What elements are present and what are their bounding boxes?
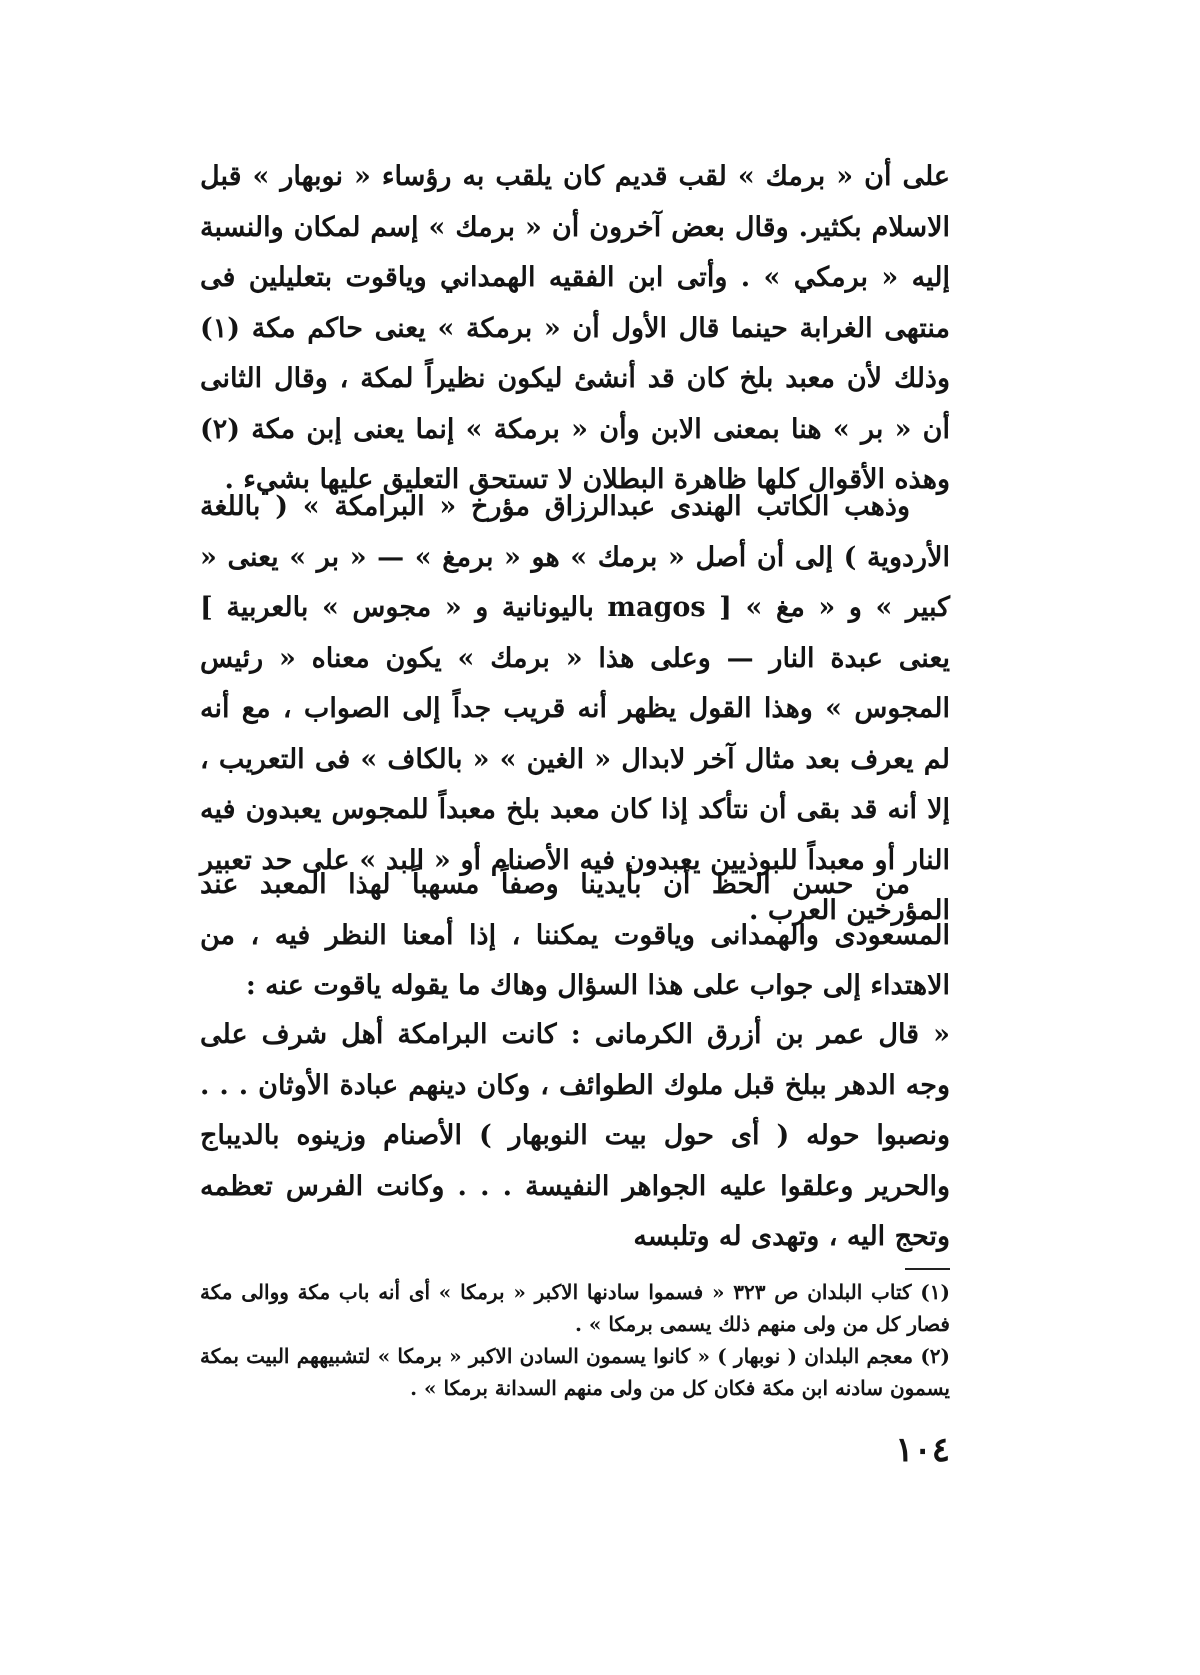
footnote-1: (١) كتاب البلدان ص ٣٢٣ « فسموا سادنها الاكبر « برمكا » أى أنه باب مكة ووالى مكة فصار كل من ولى منهم ذلك يسمى برمكا » . — [200, 1280, 950, 1336]
body-text — [200, 152, 950, 506]
paragraph-1: على أن « برمك » لقب قديم كان يلقب به رؤساء « نوبهار » قبل الاسلام بكثير. وقال بعض آخرون أن « برمك » إسم لمكان والنسبة إليه « برمكي » . وأتى ابن الفقيه الهمداني وياقوت بتعليلين فى منتهى الغرابة حينما قال الأول أن « برمكة » يعنى حاكم مكة (١) وذلك لأن معبد بلخ كان قد أنشئ ليكون نظيراً لمكة ، وقال الثانى أن « بر » هنا بمعنى الابن وأن « برمكة » إنما يعنى إبن مكة (٢) وهذه الأقوال كلها ظاهرة البطلان لا تستحق التعليق عليها بشيء . — [200, 161, 950, 495]
paragraph-3: من حسن الحظ أن بأيدينا وصفاً مسهباً لهذا المعبد عند المسعودى والهمدانى وياقوت يمكننا ، إذا أمعنا النظر فيه ، من الاهتداء إلى جواب على هذا السؤال وهاك ما يقوله ياقوت عنه : — [200, 869, 950, 1001]
footnotes — [200, 1276, 950, 1404]
body-text-3 — [200, 860, 950, 1012]
page-number: ١٠٤ — [895, 1430, 950, 1470]
paragraph-4: « قال عمر بن أزرق الكرمانى : كانت البرامكة أهل شرف على وجه الدهر ببلخ قبل ملوك الطوائف ، وكان دينهم عبادة الأوثان . . . ونصبوا حوله ( أى حول بيت النوبهار ) الأصنام وزينوه بالديباج والحرير وعلقوا عليه الجواهر النفيسة . . . وكانت الفرس تعظمه وتحج اليه ، وتهدى له وتلبسه — [200, 1019, 950, 1252]
footnote-divider — [905, 1268, 950, 1270]
body-text-4 — [200, 1010, 950, 1263]
paragraph-2: وذهب الكاتب الهندى عبدالرزاق مؤرخ « البرامكة » ( باللغة الأردوية ) إلى أن أصل « برمك » هو « برمغ » — « بر » يعنى « كبير » و « مغ » [ magos باليونانية و « مجوس » بالعربية ] يعنى عبدة النار — وعلى هذا « برمك » يكون معناه « رئيس المجوس » وهذا القول يظهر أنه قريب جداً إلى الصواب ، مع أنه لم يعرف بعد مثال آخر لابدال « الغين » « بالكاف » فى التعريب ، إلا أنه قد بقى أن نتأكد إذا كان معبد بلخ معبداً للمجوس يعبدون فيه النار أو معبداً للبوذيين يعبدون فيه الأصنام أو « البد » على حد تعبير المؤرخين العرب . — [200, 491, 950, 926]
footnote-2: (٢) معجم البلدان ( نوبهار ) « كانوا يسمون السادن الاكبر « برمكا » لتشبيههم البيت بمكة يسمون سادنه ابن مكة فكان كل من ولى منهم السدانة برمكا » . — [200, 1344, 950, 1400]
